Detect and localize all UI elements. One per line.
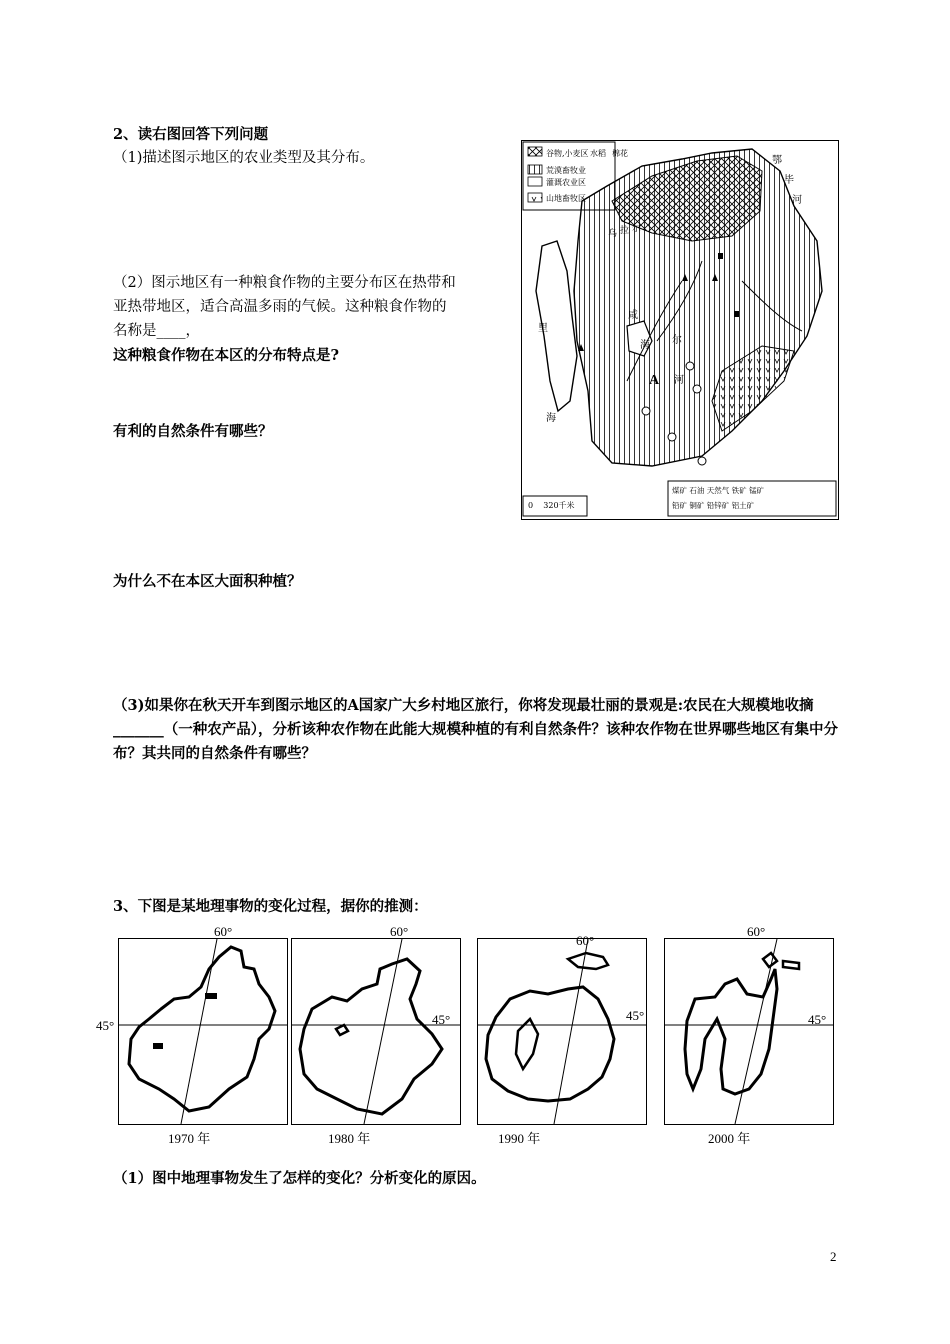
- lat-label-2000: 45°: [808, 1012, 827, 1027]
- q2-part2-line3: 名称是____，: [113, 323, 200, 339]
- year-label-1970: 1970 年: [168, 1131, 211, 1146]
- q2-title: 2、读右图回答下列问题: [113, 126, 269, 143]
- page-number: 2: [830, 1249, 837, 1264]
- lon-label-1990: 60°: [576, 933, 595, 948]
- lake-drawing-1970: [119, 939, 287, 1124]
- legend-wheat-label: 谷物,小麦区: [546, 149, 589, 158]
- legend-mountain-label: 山地畜牧区: [546, 194, 586, 203]
- legend-cotton-label: 棉花: [612, 149, 628, 158]
- place-label: 海: [640, 340, 650, 351]
- lon-label-2000: 60°: [747, 924, 766, 939]
- place-label: 尔: [672, 335, 682, 346]
- country-a-label: A: [649, 373, 660, 388]
- lake-drawing-1980: [292, 939, 460, 1124]
- lake-panel-1970: [118, 938, 288, 1125]
- q2-part2-line1: （2）图示地区有一种粮食作物的主要分布区在热带和: [113, 275, 456, 291]
- lake-panel-2000: [664, 938, 834, 1125]
- q2-part3: （3)如果你在秋天开车到图示地区的A国家广大乡村地区旅行，你将发现最壮丽的景观是:农民在大规模地收摘_______（一种农产品），分析该种农作物在此能大规模种植的有利自然条件？该种农作物在世界哪些地区有集中分布？其共同的自然条件有哪些？: [113, 697, 838, 762]
- lon-label-1980: 60°: [390, 924, 409, 939]
- lon-label-1970: 60°: [214, 924, 233, 939]
- place-label: 尔: [632, 224, 642, 234]
- lake-panel-1990: [477, 938, 647, 1125]
- q2-part2-question-distribution: 这种粮食作物在本区的分布特点是?: [113, 347, 339, 364]
- lake-drawing-1990: [478, 939, 646, 1124]
- year-label-1990: 1990 年: [498, 1131, 541, 1146]
- place-label: 拉: [620, 226, 630, 236]
- legend-rice-label: 水稻: [590, 149, 606, 158]
- q2-part2-line2: 亚热带地区，适合高温多雨的气候。这种粮食作物的: [113, 299, 447, 315]
- map-scale-label: 0 320千米: [528, 501, 575, 510]
- mineral-legend: 煤矿 石油 天然气 铁矿 锰矿 铅矿 铜矿 铅锌矿 铝土矿: [672, 486, 765, 510]
- q3-sub1: （1）图中地理事物发生了怎样的变化？分析变化的原因。: [113, 1170, 486, 1187]
- legend-irrigation-label: 灌溉农业区: [546, 178, 586, 187]
- place-label: 毕: [784, 175, 794, 186]
- place-label: 咸: [628, 310, 638, 321]
- year-label-1980: 1980 年: [328, 1131, 371, 1146]
- lat-label-1980: 45°: [432, 1012, 451, 1027]
- legend-desert-label: 荒漠畜牧业: [546, 166, 586, 175]
- lat-label-1970: 45°: [96, 1018, 115, 1033]
- place-label: 海: [546, 413, 556, 424]
- q2-part2-question-why-not: 为什么不在本区大面积种植？: [113, 573, 302, 590]
- place-label: 鄂: [772, 155, 782, 166]
- agriculture-map: [521, 140, 839, 520]
- place-label: 河: [674, 375, 684, 386]
- lat-label-1990: 45°: [626, 1008, 645, 1023]
- year-label-2000: 2000 年: [708, 1131, 751, 1146]
- q2-part2-question-conditions: 有利的自然条件有哪些？: [113, 423, 273, 440]
- lake-drawing-2000: [665, 939, 833, 1124]
- place-label: 乌: [608, 229, 618, 239]
- place-label: 河: [792, 195, 802, 206]
- lake-panel-1980: [291, 938, 461, 1125]
- q3-title: 3、下图是某地理事物的变化过程，据你的推测：: [113, 898, 428, 915]
- place-label: 里: [538, 323, 548, 334]
- q2-part1: （1)描述图示地区的农业类型及其分布。: [113, 150, 375, 166]
